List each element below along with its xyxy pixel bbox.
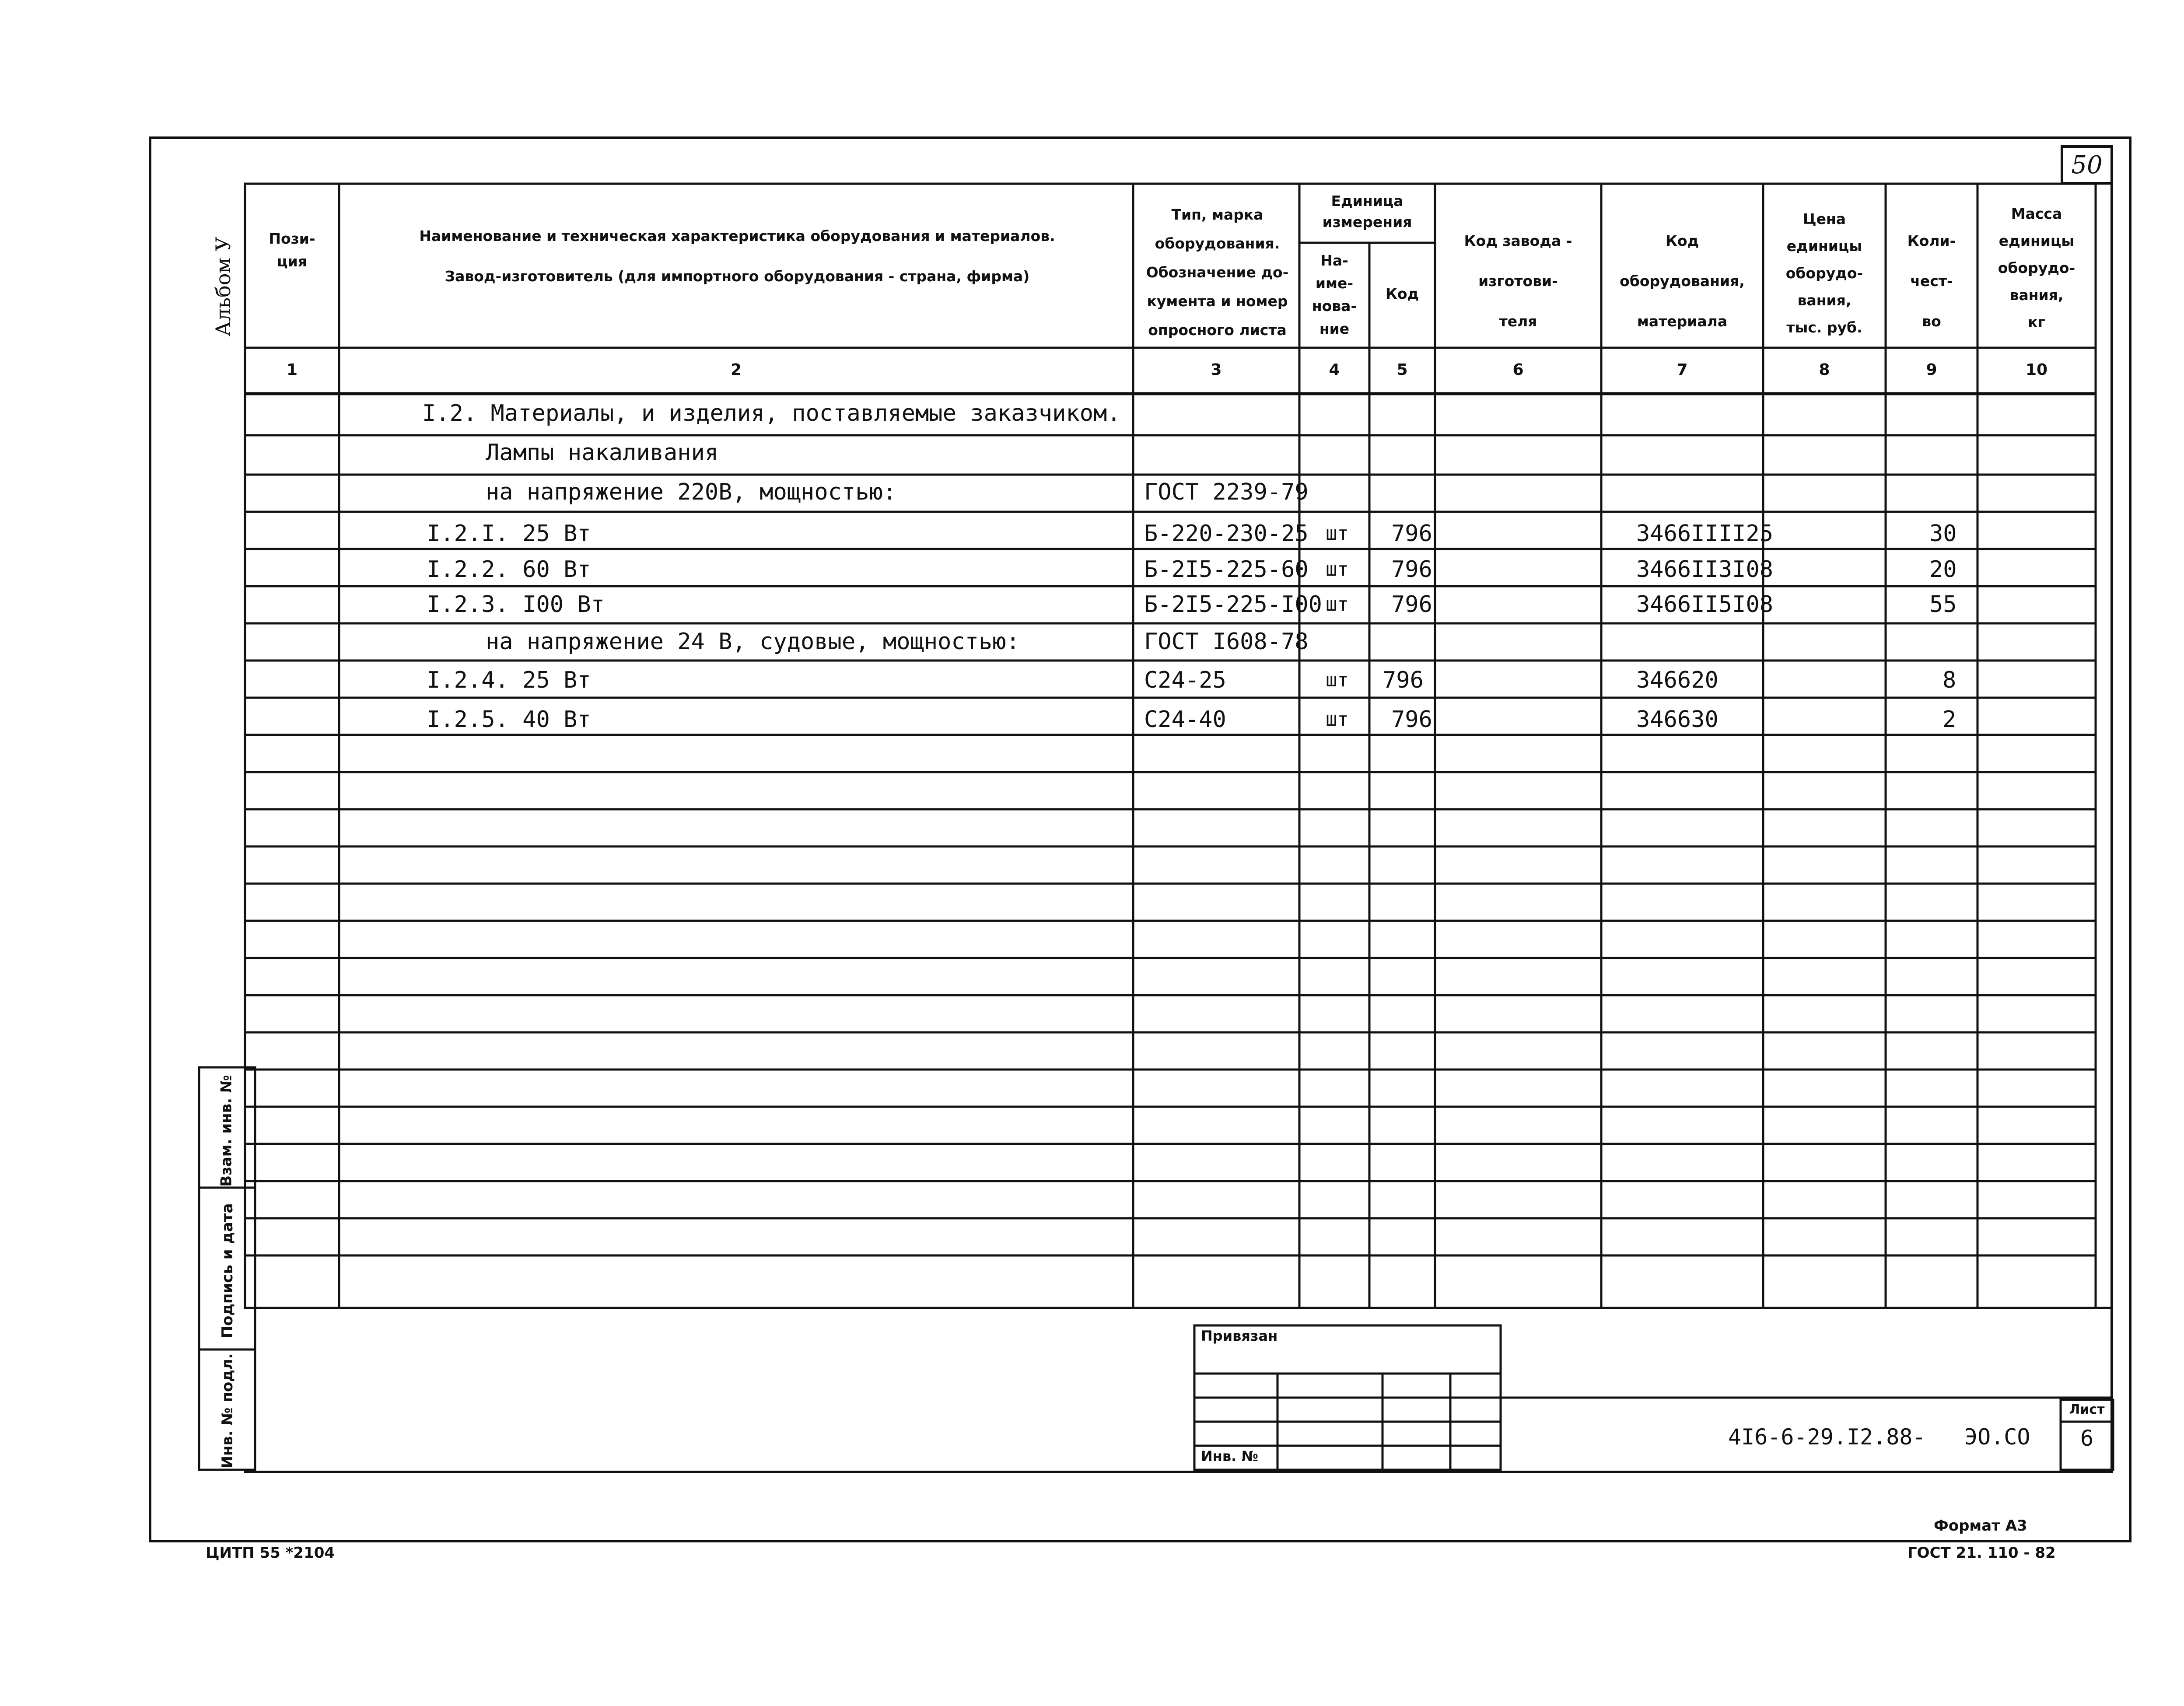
row-6-equipment-code: 3466II5I08 bbox=[1636, 591, 1774, 618]
row-3-name: на напряжение 220В, мощностью: bbox=[486, 479, 897, 505]
album-label: Альбом У bbox=[211, 236, 235, 337]
header-type-mark: Тип, марка оборудования. Обозначение до- кумента и номер опросного листа bbox=[1146, 206, 1289, 339]
row-6-type: Б-2I5-225-I00 bbox=[1144, 591, 1322, 618]
header-name-line1: Наименование и техническая характеристика оборудования и материалов. bbox=[419, 227, 1055, 245]
footer-standard: ГОСТ 21. 110 - 82 bbox=[1908, 1544, 2056, 1562]
row-8-quantity: 8 bbox=[1942, 667, 1956, 693]
row-9-type: С24-40 bbox=[1144, 706, 1226, 733]
sheet-number: 6 bbox=[2080, 1426, 2094, 1451]
row-9-name: I.2.5. 40 Вт bbox=[427, 706, 591, 733]
header-name-line2: Завод-изготовитель (для импортного оборудования - страна, фирма) bbox=[444, 268, 1030, 285]
stamp-replacement-inventory: Взам. инв. № bbox=[217, 1075, 235, 1187]
row-4-quantity: 30 bbox=[1929, 521, 1957, 547]
row-9-equipment-code: 346630 bbox=[1636, 706, 1718, 733]
column-number-8: 8 bbox=[1819, 361, 1830, 379]
row-8-type: С24-25 bbox=[1144, 667, 1226, 693]
document-suffix: ЭО.СО bbox=[1964, 1424, 2030, 1450]
row-9-quantity: 2 bbox=[1942, 706, 1956, 733]
column-number-5: 5 bbox=[1396, 361, 1408, 379]
row-7-type: ГОСТ I608-78 bbox=[1144, 629, 1309, 655]
row-2-name: Лампы накаливания bbox=[486, 440, 719, 466]
row-8-name: I.2.4. 25 Вт bbox=[427, 667, 591, 693]
row-5-code: 796 bbox=[1391, 556, 1432, 583]
footer-print-mark: ЦИТП 55 *2104 bbox=[206, 1544, 335, 1562]
sheet-label: Лист bbox=[2069, 1402, 2105, 1417]
row-8-equipment-code: 346620 bbox=[1636, 667, 1718, 693]
title-block-inventory-number: Инв. № bbox=[1201, 1448, 1258, 1465]
stamp-signature-date: Подпись и дата bbox=[219, 1203, 236, 1339]
row-6-name: I.2.3. I00 Вт bbox=[427, 591, 605, 618]
stamp-original-inventory: Инв. № подл. bbox=[219, 1353, 236, 1468]
row-5-type: Б-2I5-225-60 bbox=[1144, 556, 1309, 583]
row-6-unit: шт bbox=[1326, 593, 1349, 615]
sheet-corner-number: 50 bbox=[2071, 151, 2103, 179]
column-number-6: 6 bbox=[1512, 361, 1524, 379]
row-8-unit: шт bbox=[1326, 669, 1349, 691]
row-7-name: на напряжение 24 В, судовые, мощностью: bbox=[486, 629, 1020, 655]
header-position: Пози- ция bbox=[269, 230, 315, 270]
header-unit-name: На- име- нова- ние bbox=[1312, 252, 1357, 337]
column-number-7: 7 bbox=[1676, 361, 1688, 379]
header-unit-price: Цена единицы оборудо- вания, тыс. руб. bbox=[1785, 210, 1863, 336]
row-4-type: Б-220-230-25 bbox=[1144, 521, 1309, 547]
row-4-equipment-code: 3466IIII25 bbox=[1636, 521, 1774, 547]
row-6-code: 796 bbox=[1391, 591, 1432, 618]
header-factory-code: Код завода - изготови- теля bbox=[1464, 232, 1572, 330]
header-unit-group: Единица измерения bbox=[1322, 192, 1412, 231]
row-4-unit: шт bbox=[1326, 522, 1349, 545]
row-6-quantity: 55 bbox=[1929, 591, 1957, 618]
column-number-9: 9 bbox=[1926, 361, 1937, 379]
row-3-type: ГОСТ 2239-79 bbox=[1144, 479, 1309, 505]
row-8-code: 796 bbox=[1382, 667, 1424, 693]
row-5-name: I.2.2. 60 Вт bbox=[427, 556, 591, 583]
column-number-10: 10 bbox=[2025, 361, 2048, 379]
header-unit-code: Код bbox=[1385, 285, 1419, 302]
document-code: 4I6-6-29.I2.88- bbox=[1728, 1424, 1926, 1450]
column-number-1: 1 bbox=[286, 361, 298, 379]
column-number-2: 2 bbox=[730, 361, 742, 379]
title-block-attached: Привязан bbox=[1201, 1328, 1278, 1344]
column-number-3: 3 bbox=[1211, 361, 1222, 379]
header-quantity: Коли- чест- во bbox=[1907, 232, 1956, 330]
row-9-unit: шт bbox=[1326, 708, 1349, 731]
header-unit-mass: Масса единицы оборудо- вания, кг bbox=[1998, 205, 2076, 331]
row-5-unit: шт bbox=[1326, 558, 1349, 580]
footer-format: Формат А3 bbox=[1934, 1517, 2027, 1535]
row-9-code: 796 bbox=[1391, 706, 1432, 733]
row-5-quantity: 20 bbox=[1929, 556, 1957, 583]
column-number-4: 4 bbox=[1329, 361, 1340, 379]
row-4-name: I.2.I. 25 Вт bbox=[427, 521, 591, 547]
row-1-name: I.2. Материалы, и изделия, поставляемые заказчиком. bbox=[422, 400, 1121, 426]
row-5-equipment-code: 3466II3I08 bbox=[1636, 556, 1774, 583]
row-4-code: 796 bbox=[1391, 521, 1432, 547]
header-equipment-code: Код оборудования, материала bbox=[1620, 232, 1745, 330]
